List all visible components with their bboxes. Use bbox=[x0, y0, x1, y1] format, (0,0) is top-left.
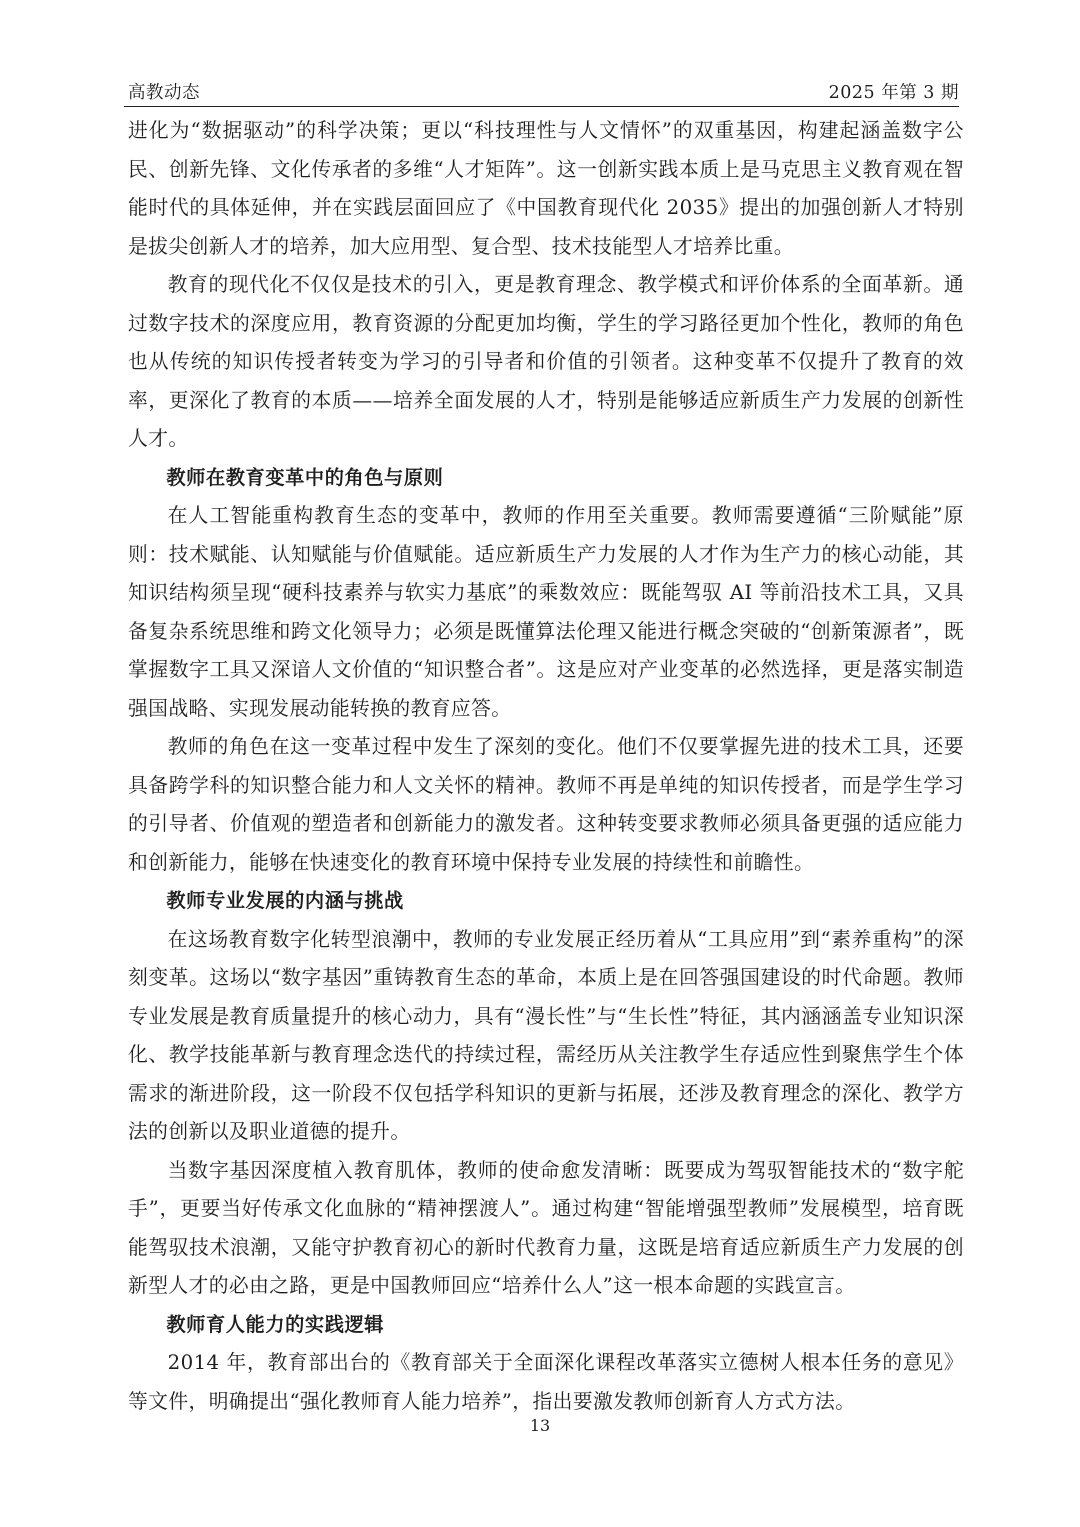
page-header bbox=[128, 78, 959, 104]
section-heading: 教师专业发展的内涵与挑战 bbox=[166, 889, 404, 912]
paragraph: 在这场教育数字化转型浪潮中，教师的专业发展正经历着从“工具应用”到“素养重构”的深刻变革。这场以“数字基因”重铸教育生态的革命，本质上是在回答强国建设的时代命题。教师专业发展是教育质量提升的核心动力，具有“漫长性”与“生长性”特征，其内涵涵盖专业知识深化、教学技能革新与教育理念迭代的持续过程，需经历从关注教学生存适应性到聚焦学生个体需求的渐进阶段，这一阶段不仅包括学科知识的更新与拓展，还涉及教育理念的深化、教学方法的创新以及职业道德的提升。 bbox=[128, 927, 964, 1143]
journal-name: 高教动态 bbox=[128, 83, 200, 103]
paragraph: 教师的角色在这一变革过程中发生了深刻的变化。他们不仅要掌握先进的技术工具，还要具备跨学科的知识整合能力和人文关怀的精神。教师不再是单纯的知识传授者，而是学生学习的引导者、价值观的塑造者和创新能力的激发者。这种转变要求教师必须具备更强的适应能力和创新能力，能够在快速变化的教育环境中保持专业发展的持续性和前瞻性。 bbox=[128, 735, 964, 874]
header-divider bbox=[124, 106, 959, 107]
paragraph-continued: 进化为“数据驱动”的科学决策；更以“科技理性与人文情怀”的双重基因，构建起涵盖数字公民、创新先锋、文化传承者的多维“人才矩阵”。这一创新实践本质上是马克思主义教育观在智能时代的具体延伸，并在实践层面回应了《中国教育现代化 2035》提出的加强创新人才特别是拔尖创新人才的培养，加大应用型、复合型、技术技能型人才培养比重。 bbox=[128, 119, 964, 258]
section-heading: 教师在教育变革中的角色与原则 bbox=[166, 465, 444, 489]
issue-label: 2025 年第 3 期 bbox=[828, 83, 959, 103]
section-heading: 教师育人能力的实践逻辑 bbox=[166, 1312, 385, 1336]
paragraph: 在人工智能重构教育生态的变革中，教师的作用至关重要。教师需要遵循“三阶赋能”原则：技术赋能、认知赋能与价值赋能。适应新质生产力发展的人才作为生产力的核心动能，其知识结构须呈现“硬科技素养与软实力基底”的乘数效应：既能驾驭 AI 等前沿技术工具，又具备复杂系统思维和跨文化领导力；必须是既懂算法伦理又能进行概念突破的“创新策源者”，既掌握数字工具又深谙人文价值的“知识整合者”。这是应对产业变革的必然选择，更是落实制造强国战略、实现发展动能转换的教育应答。 bbox=[128, 504, 964, 720]
paragraph: 当数字基因深度植入教育肌体，教师的使命愈发清晰：既要成为驾驭智能技术的“数字舵手”，更要当好传承文化血脉的“精神摆渡人”。通过构建“智能增强型教师”发展模型，培育既能驾驭技术浪潮，又能守护教育初心的新时代教育力量，这既是培育适应新质生产力发展的创新型人才的必由之路，更是中国教师回应“培养什么人”这一根本命题的实践宣言。 bbox=[128, 1158, 964, 1297]
paragraph: 2014 年，教育部出台的《教育部关于全面深化课程改革落实立德树人根本任务的意见》等文件，明确提出“强化教师育人能力培养”，指出要激发教师创新育人方式方法。 bbox=[128, 1351, 964, 1413]
article-body bbox=[128, 112, 964, 1421]
paragraph: 教育的现代化不仅仅是技术的引入，更是教育理念、教学模式和评价体系的全面革新。通过数字技术的深度应用，教育资源的分配更加均衡，学生的学习路径更加个性化，教师的角色也从传统的知识传授者转变为学习的引导者和价值的引领者。这种变革不仅提升了教育的效率，更深化了教育的本质——培养全面发展的人才，特别是能够适应新质生产力发展的创新性人才。 bbox=[128, 273, 964, 450]
page-number: 13 bbox=[529, 1416, 551, 1435]
